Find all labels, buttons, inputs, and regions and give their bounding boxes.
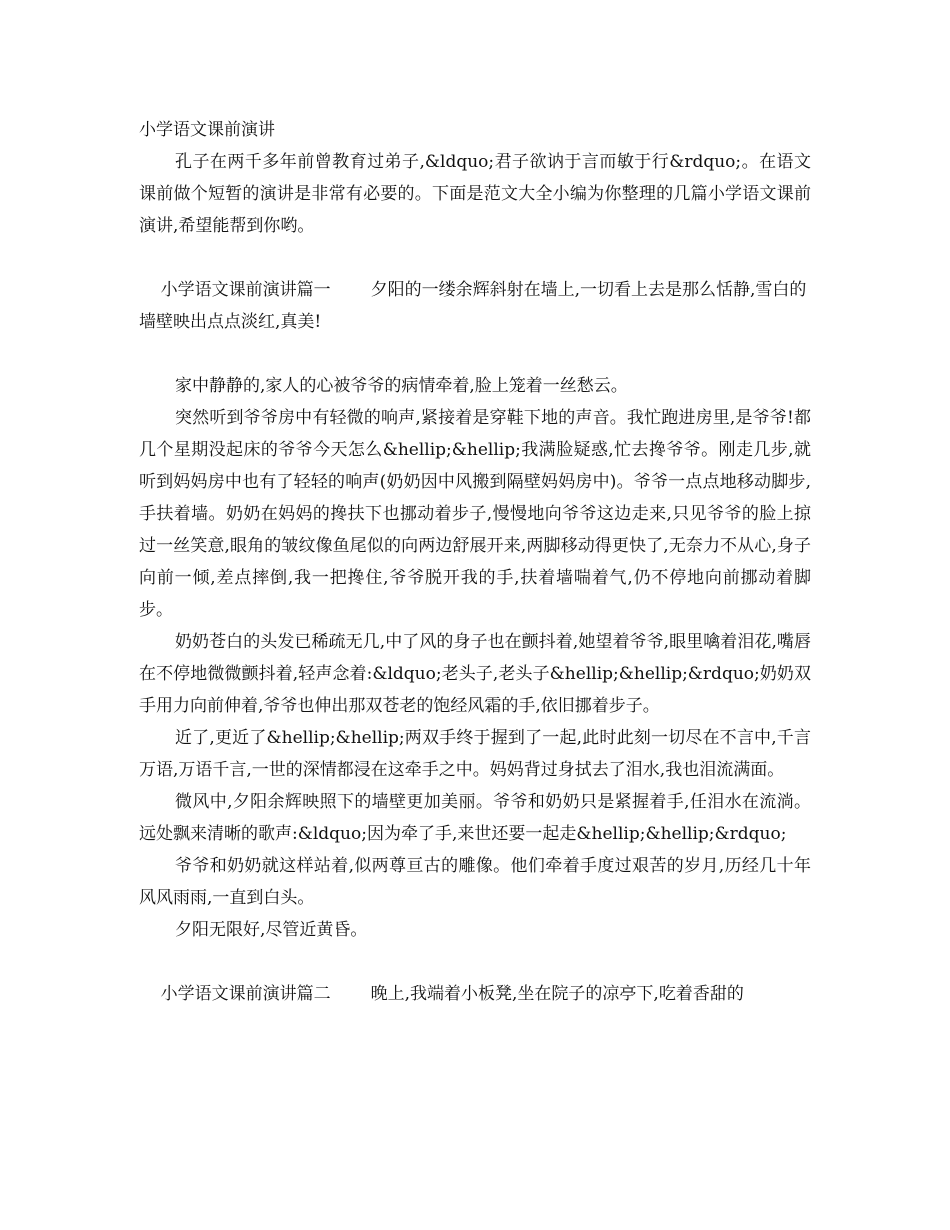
document-page [139,114,811,1042]
section-1-heading: 小学语文课前演讲篇一 [160,280,331,300]
paragraph-5: 微风中,夕阳余辉映照下的墙壁更加美丽。爷爷和奶奶只是紧握着手,任泪水在流淌。远处飘来清晰的歌声:&ldquo;因为牵了手,来世还要一起走&hellip;&hellip;&rdquo; [139,792,811,844]
section-1-block [139,242,811,370]
paragraph-1: 家中静静的,家人的心被爷爷的病情牵着,脸上笼着一丝愁云。 [175,376,628,396]
section-1-lead: 夕阳的一缕余辉斜射在墙上,一切看上去是那么恬静,雪白的墙壁映出点点淡红,真美! [139,280,807,332]
section-2-lead: 晚上,我端着小板凳,坐在院子的凉亭下,吃着香甜的 [370,984,744,1004]
paragraph-3: 奶奶苍白的头发已稀疏无几,中了风的身子也在颤抖着,她望着爷爷,眼里噙着泪花,嘴唇在不停地微微颤抖着,轻声念着:&ldquo;老头子,老头子&hellip;&hellip;&rdquo;奶奶双手用力向前伸着,爷爷也伸出那双苍老的饱经风霜的手,依旧挪着步子。 [139,632,811,716]
section-2-heading: 小学语文课前演讲篇二 [160,984,331,1004]
paragraph-6: 爷爷和奶奶就这样站着,似两尊亘古的雕像。他们牵着手度过艰苦的岁月,历经几十年风风雨雨,一直到白头。 [139,856,811,908]
section-2-block [139,946,811,1042]
document-title: 小学语文课前演讲 [139,120,275,140]
paragraph-7: 夕阳无限好,尽管近黄昏。 [175,920,368,940]
intro-paragraph: 孔子在两千多年前曾教育过弟子,&ldquo;君子欲讷于言而敏于行&rdquo;。在语文课前做个短暂的演讲是非常有必要的。下面是范文大全小编为你整理的几篇小学语文课前演讲,希望能帮到你哟。 [139,152,811,236]
paragraph-4: 近了,更近了&hellip;&hellip;两双手终于握到了一起,此时此刻一切尽在不言中,千言万语,万语千言,一世的深情都浸在这牵手之中。妈妈背过身拭去了泪水,我也泪流满面。 [139,728,811,780]
paragraph-2: 突然听到爷爷房中有轻微的响声,紧接着是穿鞋下地的声音。我忙跑进房里,是爷爷!都几个星期没起床的爷爷今天怎么&hellip;&hellip;我满脸疑惑,忙去搀爷爷。刚走几步,就听到妈妈房中也有了轻轻的响声(奶奶因中风搬到隔壁妈妈房中)。爷爷一点点地移动脚步,手扶着墙。奶奶在妈妈的搀扶下也挪动着步子,慢慢地向爷爷这边走来,只见爷爷的脸上掠过一丝笑意,眼角的皱纹像鱼尾似的向两边舒展开来,两脚移动得更快了,无奈力不从心,身子向前一倾,差点摔倒,我一把搀住,爷爷脱开我的手,扶着墙喘着气,仍不停地向前挪动着脚步。 [139,408,811,620]
